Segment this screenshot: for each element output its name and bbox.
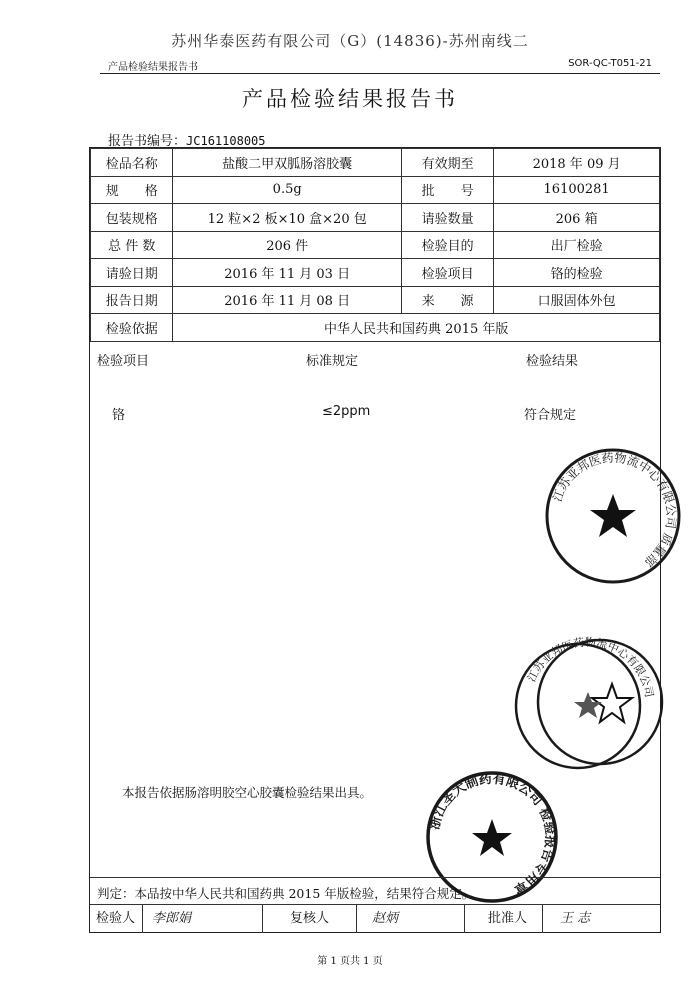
table-row [91, 204, 660, 232]
approver-signature: 王 志 [560, 911, 591, 926]
svg-text:江苏亚邦医药物流中心有限公司: 江苏亚邦医药物流中心有限公司 [524, 635, 656, 699]
results-header-item: 检验项目 [97, 354, 150, 369]
field-value: 盐酸二甲双胍肠溶胶囊 [173, 149, 401, 177]
divider [464, 905, 465, 933]
divider [356, 905, 357, 933]
table-row [91, 259, 660, 287]
results-header-standard: 标准规定 [306, 354, 359, 369]
field-label: 批 号 [401, 176, 493, 204]
basis-value: 中华人民共和国药典 2015 年版 [173, 314, 660, 342]
report-number-label: 报告书编号： [108, 134, 187, 149]
field-label: 检品名称 [91, 149, 173, 177]
doc-type-label: 产品检验结果报告书 [108, 62, 198, 73]
field-value: 0.5g [173, 176, 401, 204]
field-label: 包装规格 [91, 204, 173, 232]
report-note: 本报告依据肠溶明胶空心胶囊检验结果出具。 [122, 785, 373, 800]
results-header-result: 检验结果 [526, 354, 579, 369]
table-row [91, 231, 660, 259]
signature-row [90, 904, 660, 932]
field-label: 总 件 数 [91, 231, 173, 259]
field-value: 口服固体外包 [494, 286, 660, 314]
result-value: 符合规定 [524, 408, 577, 423]
field-label: 报告日期 [91, 286, 173, 314]
divider [262, 905, 263, 933]
field-value: 16100281 [494, 176, 660, 204]
field-value: 206 件 [173, 231, 401, 259]
qa-seal-stamp [543, 446, 683, 586]
field-label: 检验项目 [401, 259, 493, 287]
result-standard: ≤2ppm [322, 404, 371, 419]
basis-label: 检验依据 [91, 314, 173, 342]
reviewer-signature: 赵炳 [372, 911, 399, 926]
center-seal-stamp [508, 634, 668, 774]
divider [542, 905, 543, 933]
field-value: 12 粒×2 板×10 盒×20 包 [173, 204, 401, 232]
page-title: 产品检验结果报告书 [242, 87, 458, 111]
table-row [91, 149, 660, 177]
table-row [91, 314, 660, 342]
field-label: 有效期至 [401, 149, 493, 177]
table-row [91, 176, 660, 204]
field-value: 铬的检验 [494, 259, 660, 287]
inspector-signature: 李郎娟 [152, 911, 192, 926]
field-label: 检验目的 [401, 231, 493, 259]
field-label: 规 格 [91, 176, 173, 204]
field-value: 2016 年 11 月 03 日 [173, 259, 401, 287]
conclusion-text: 判定：本品按中华人民共和国药典 2015 年版检验，结果符合规定。 [97, 886, 475, 901]
divider [142, 905, 143, 933]
company-header: 苏州华泰医药有限公司（G）(14836)-苏州南线二 [171, 32, 529, 50]
approver-label: 批准人 [488, 911, 528, 926]
field-label: 来 源 [401, 286, 493, 314]
table-row [91, 286, 660, 314]
field-value: 2018 年 09 月 [494, 149, 660, 177]
svg-text:浙江圣大制药有限公司 检验报告专用章: 浙江圣大制药有限公司 检验报告专用章 [427, 771, 558, 897]
field-value: 2016 年 11 月 08 日 [173, 286, 401, 314]
field-value: 206 箱 [494, 204, 660, 232]
page-footer: 第 1 页共 1 页 [317, 956, 383, 967]
field-value: 出厂检验 [494, 231, 660, 259]
field-label: 请验日期 [91, 259, 173, 287]
info-table [90, 148, 660, 342]
header-divider [100, 73, 660, 74]
result-item: 铬 [112, 408, 126, 423]
doc-code: SOR-QC-T051-21 [568, 58, 652, 69]
conclusion-divider [90, 877, 660, 878]
inspector-label: 检验人 [96, 911, 136, 926]
report-number-value: JC161108005 [186, 134, 266, 148]
field-label: 请验数量 [401, 204, 493, 232]
svg-text:江苏亚邦医药物流中心有限公司 质量部: 江苏亚邦医药物流中心有限公司 质量部 [550, 450, 679, 570]
reviewer-label: 复核人 [290, 911, 330, 926]
